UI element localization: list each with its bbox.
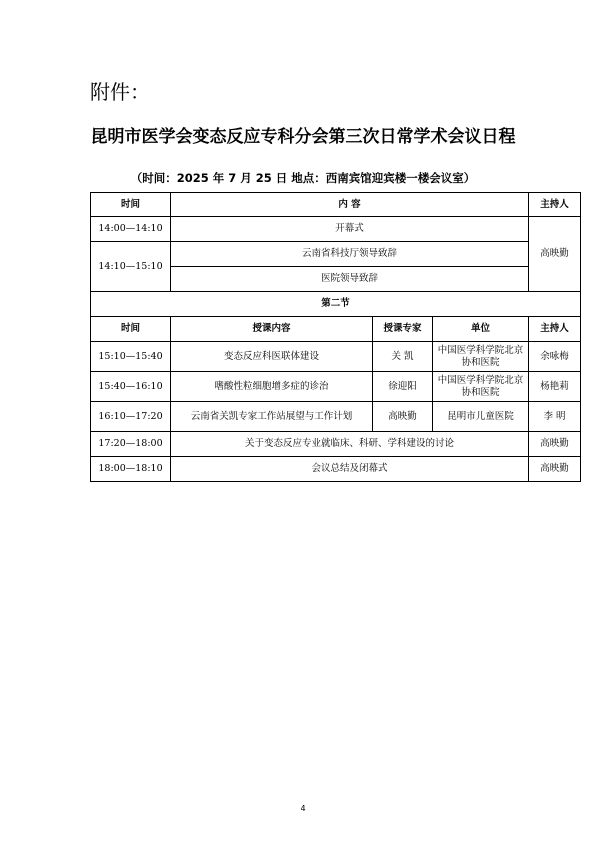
header-host: 主持人	[529, 193, 581, 217]
schedule-table-opening	[90, 192, 581, 292]
section-title-row	[91, 292, 581, 317]
row-unit: 中国医学科学院北京协和医院	[433, 342, 529, 372]
row-time: 15:40—16:10	[91, 372, 171, 402]
header-time: 时间	[91, 317, 171, 342]
row-speaker: 关 凯	[373, 342, 433, 372]
header-host: 主持人	[529, 317, 581, 342]
row-time: 14:00—14:10	[91, 217, 171, 242]
header-speaker: 授课专家	[373, 317, 433, 342]
row-content: 变态反应科医联体建设	[171, 342, 373, 372]
table-header-row	[91, 193, 581, 217]
table-row	[91, 372, 581, 402]
row-time: 17:20—18:00	[91, 432, 171, 457]
row-time: 16:10—17:20	[91, 402, 171, 432]
table-header-row	[91, 317, 581, 342]
table-row	[91, 217, 581, 242]
row-speaker: 徐迎阳	[373, 372, 433, 402]
page-number: 4	[300, 804, 306, 813]
table-row	[91, 457, 581, 482]
table-row	[91, 242, 581, 267]
row-time: 18:00—18:10	[91, 457, 171, 482]
header-unit: 单位	[433, 317, 529, 342]
row-host: 杨艳莉	[529, 372, 581, 402]
row-host: 高映勤	[529, 217, 581, 292]
row-content: 医院领导致辞	[171, 267, 529, 292]
header-content: 授课内容	[171, 317, 373, 342]
header-time: 时间	[91, 193, 171, 217]
table-row	[91, 432, 581, 457]
row-time: 15:10—15:40	[91, 342, 171, 372]
row-content: 开幕式	[171, 217, 529, 242]
header-content: 内 容	[171, 193, 529, 217]
attachment-label: 附件：	[90, 80, 150, 104]
table-row	[91, 402, 581, 432]
page-title: 昆明市医学会变态反应专科分会第三次日常学术会议日程	[90, 127, 516, 147]
row-host: 李 明	[529, 402, 581, 432]
row-host: 高映勤	[529, 432, 581, 457]
row-time: 14:10—15:10	[91, 242, 171, 292]
schedule-table-section-two	[90, 291, 581, 482]
row-speaker: 高映勤	[373, 402, 433, 432]
row-content: 云南省关凯专家工作站展望与工作计划	[171, 402, 373, 432]
row-content: 会议总结及闭幕式	[171, 457, 529, 482]
section-title: 第二节	[91, 292, 581, 317]
row-content: 关于变态反应专业就临床、科研、学科建设的讨论	[171, 432, 529, 457]
row-content: 云南省科技厅领导致辞	[171, 242, 529, 267]
row-unit: 昆明市儿童医院	[433, 402, 529, 432]
row-unit: 中国医学科学院北京协和医院	[433, 372, 529, 402]
row-content: 嗜酸性粒细胞增多症的诊治	[171, 372, 373, 402]
row-host: 余咏梅	[529, 342, 581, 372]
row-host: 高映勤	[529, 457, 581, 482]
meeting-time-location: （时间：2025 年 7 月 25 日 地点：西南宾馆迎宾楼一楼会议室）	[130, 171, 476, 185]
table-row	[91, 342, 581, 372]
